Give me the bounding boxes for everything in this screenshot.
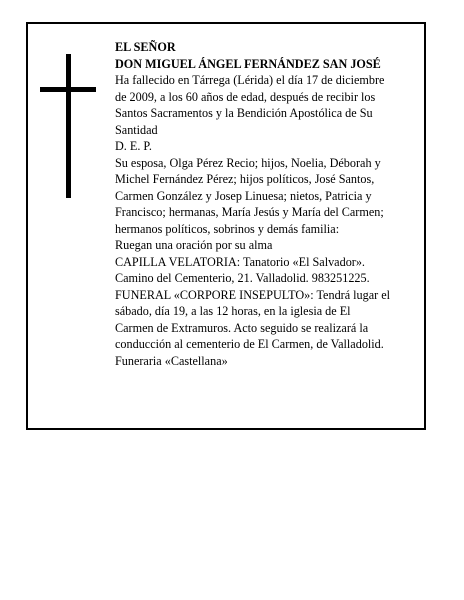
notice-deceased-name: DON MIGUEL ÁNGEL FERNÁNDEZ SAN JOSÉ <box>115 56 381 71</box>
notice-line: de 2009, a los 60 años de edad, después de recibir los <box>115 89 376 104</box>
notice-line: Su esposa, Olga Pérez Recio; hijos, Noelia, Déborah y <box>115 155 381 170</box>
notice-funeral-home: Funeraria «Castellana» <box>115 353 228 368</box>
notice-line: Santos Sacramentos y la Bendición Apostólica de Su <box>115 106 373 120</box>
notice-funeral: FUNERAL «CORPORE INSEPULTO»: Tendrá lugar el <box>115 287 391 302</box>
obituary-notice <box>26 22 426 430</box>
cross-horizontal-bar <box>40 87 96 92</box>
notice-line: Carmen González y Josep Linuesa; nietos, Patricia y <box>115 188 372 203</box>
notice-line: Francisco; hermanas, María Jesús y María del Carmen; <box>115 205 384 219</box>
notice-line: Santidad <box>115 122 158 137</box>
notice-chapel: CAPILLA VELATORIA: Tanatorio «El Salvador». <box>115 254 365 269</box>
cross-icon <box>40 54 96 198</box>
notice-line: hermanos políticos, sobrinos y demás familia: <box>115 221 340 236</box>
notice-chapel-address: Camino del Cementerio, 21. Valladolid. 983251225. <box>115 271 370 285</box>
notice-prayer-request: Ruegan una oración por su alma <box>115 238 273 252</box>
notice-line: conducción al cementerio de El Carmen, de Valladolid. <box>115 337 384 351</box>
notice-rip: D. E. P. <box>115 139 152 153</box>
notice-line: Ha fallecido en Tárrega (Lérida) el día 17 de diciembre <box>115 73 385 87</box>
notice-line: Michel Fernández Pérez; hijos políticos, José Santos, <box>115 172 375 186</box>
notice-line: sábado, día 19, a las 12 horas, en la iglesia de El <box>115 304 351 318</box>
notice-title-honorific: EL SEÑOR <box>115 40 176 54</box>
notice-text <box>115 39 427 369</box>
notice-line: Carmen de Extramuros. Acto seguido se realizará la <box>115 320 369 335</box>
cross-vertical-bar <box>66 54 71 198</box>
